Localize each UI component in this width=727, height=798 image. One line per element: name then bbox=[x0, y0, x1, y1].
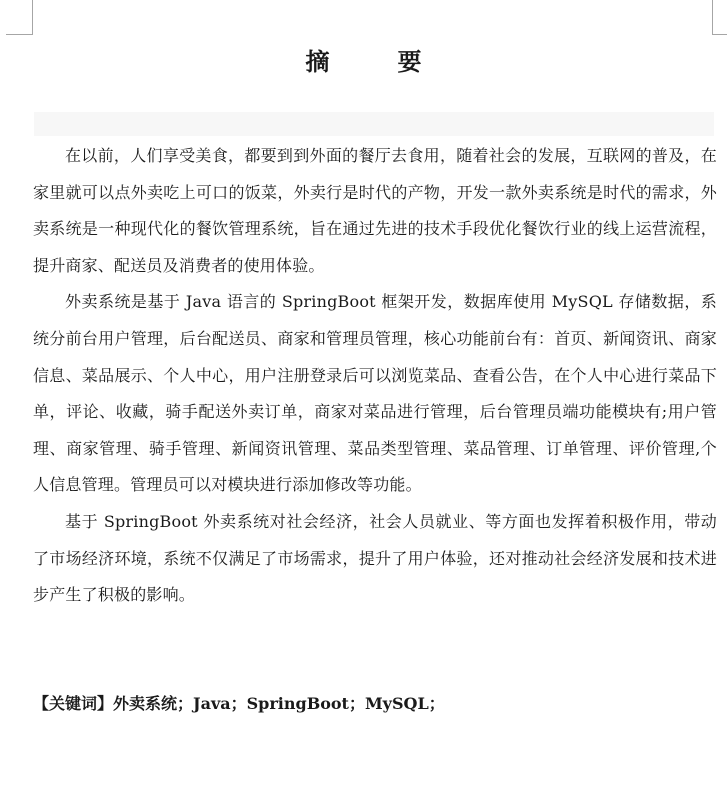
keywords-label: 【关键词】 bbox=[33, 694, 114, 713]
abstract-paragraph-1: 在以前，人们享受美食，都要到到外面的餐厅去食用，随着社会的发展，互联网的普及，在家里就可以点外卖吃上可口的饭菜，外卖行是时代的产物，开发一款外卖系统是时代的需求，外卖系统是一种现代化的餐饮管理系统，旨在通过先进的技术手段优化餐饮行业的线上运营流程，提升商家、配送员及消费者的使用体验。 bbox=[33, 146, 717, 275]
crop-mark-top-left bbox=[6, 0, 33, 35]
abstract-title: 摘 要 bbox=[305, 48, 444, 76]
abstract-body bbox=[33, 138, 717, 614]
keywords-line bbox=[33, 690, 445, 718]
keywords-value: 外卖系统；Java；SpringBoot；MySQL； bbox=[113, 694, 445, 713]
shaded-blank-line bbox=[34, 112, 714, 136]
crop-mark-top-right bbox=[712, 0, 727, 35]
abstract-paragraph-2: 外卖系统是基于 Java 语言的 SpringBoot 框架开发，数据库使用 MySQL 存储数据，系统分前台用户管理，后台配送员、商家和管理员管理，核心功能前台有：首页、新闻资讯、商家信息、菜品展示、个人中心，用户注册登录后可以浏览菜品、查看公告，在个人中心进行菜品下单，评论、收藏，骑手配送外卖订单，商家对菜品进行管理，后台管理员端功能模块有;用户管理、商家管理、骑手管理、新闻资讯管理、菜品类型管理、菜品管理、订单管理、评价管理,个人信息管理。管理员可以对模块进行添加修改等功能。 bbox=[33, 292, 717, 495]
abstract-paragraph-3: 基于 SpringBoot 外卖系统对社会经济，社会人员就业、等方面也发挥着积极作用，带动了市场经济环境，系统不仅满足了市场需求，提升了用户体验，还对推动社会经济发展和技术进步产生了积极的影响。 bbox=[33, 511, 717, 605]
